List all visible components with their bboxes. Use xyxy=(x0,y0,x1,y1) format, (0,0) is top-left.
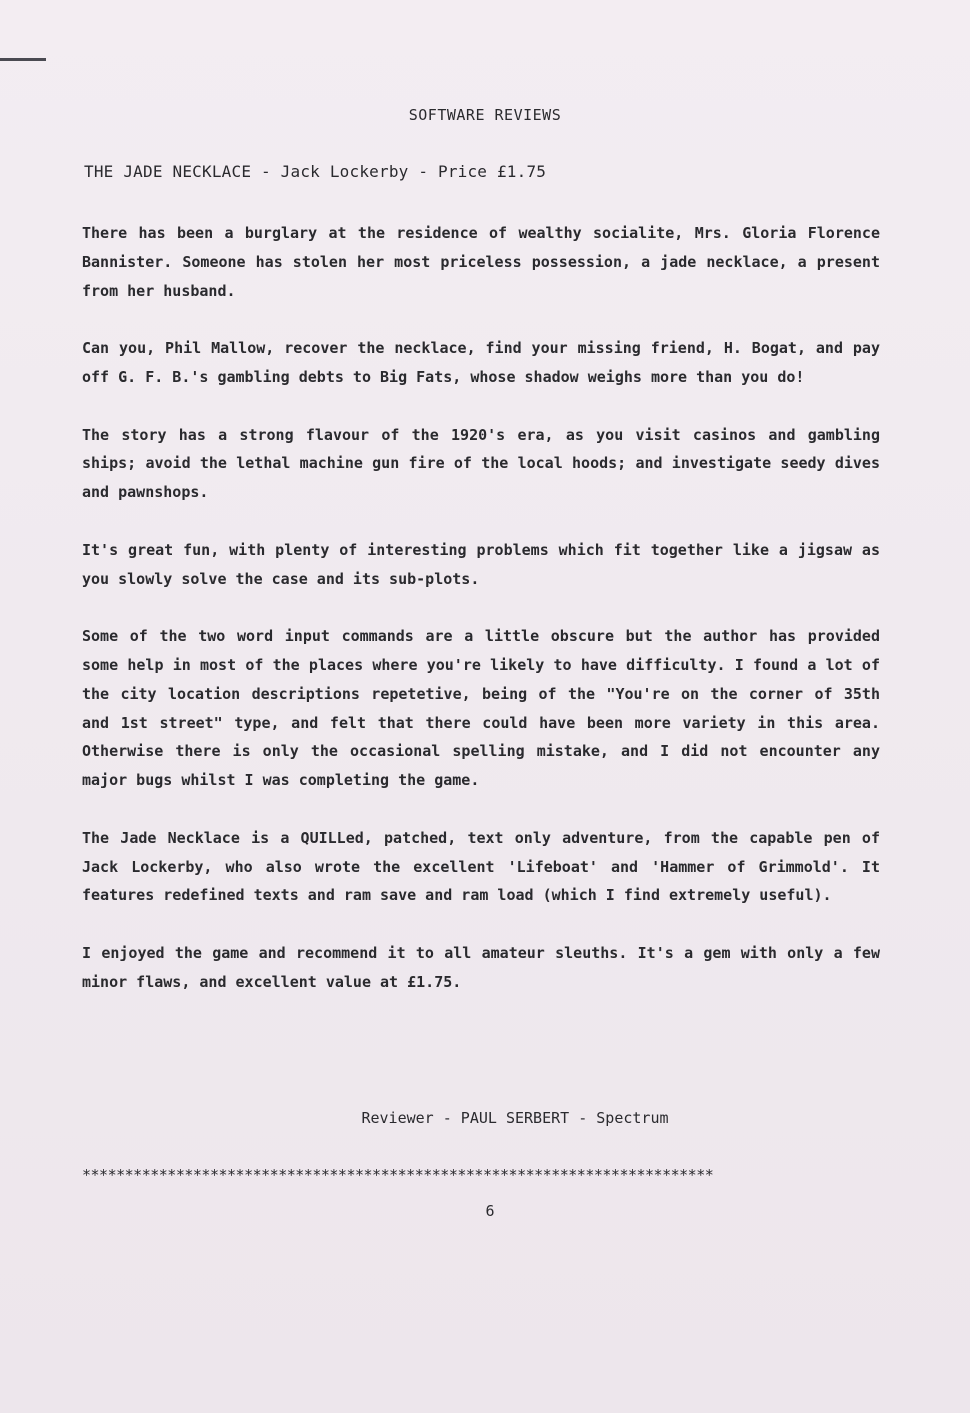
reviewer-credit: Reviewer - PAUL SERBERT - Spectrum xyxy=(361,1109,669,1127)
paragraph-7: I enjoyed the game and recommend it to all amateur sleuths. It's a gem with only a few minor flaws, and excellent value at £1.75. xyxy=(82,943,880,991)
paragraph-6: The Jade Necklace is a QUILLed, patched, text only adventure, from the capable pen of Jack Lockerby, who also wrote the excellent 'Lifeboat' and 'Hammer of Grimmold'. It features redefined texts and ram save and ram load (which I find extremely useful). xyxy=(82,828,880,905)
paragraph-2: Can you, Phil Mallow, recover the necklace, find your missing friend, H. Bogat, and pay off G. F. B.'s gambling debts to Big Fats, whose shadow weighs more than you do! xyxy=(82,339,880,386)
margin-mark xyxy=(0,58,46,61)
paragraph-5: Some of the two word input commands are a little obscure but the author has provided some help in most of the places where you're likely to have difficulty. I found a lot of the city location descriptions repetetive, being of the "You're on the corner of 35th and 1st street" type, and felt that there could have been more variety in this area. Otherwise there is only the occasional spelling mistake, and I did not encounter any major bugs whilst I was completing the game. xyxy=(82,627,880,790)
page-number: 6 xyxy=(485,1202,495,1220)
review-body xyxy=(82,219,880,1025)
paragraph-3: The story has a strong flavour of the 1920's era, as you visit casinos and gambling ships; avoid the lethal machine gun fire of the local hoods; and investigate seedy dives and pawnshops. xyxy=(82,425,880,502)
paragraph-4: It's great fun, with plenty of interesting problems which fit together like a jigsaw as you slowly solve the case and its sub-plots. xyxy=(82,540,880,588)
asterisk-divider: ************************************************************************** xyxy=(82,1166,714,1184)
review-title: THE JADE NECKLACE - Jack Lockerby - Price £1.75 xyxy=(84,162,547,181)
section-heading: SOFTWARE REVIEWS xyxy=(408,106,562,124)
paragraph-1: There has been a burglary at the residence of wealthy socialite, Mrs. Gloria Florence Bannister. Someone has stolen her most priceless possession, a jade necklace, a present from her husband. xyxy=(82,224,880,300)
